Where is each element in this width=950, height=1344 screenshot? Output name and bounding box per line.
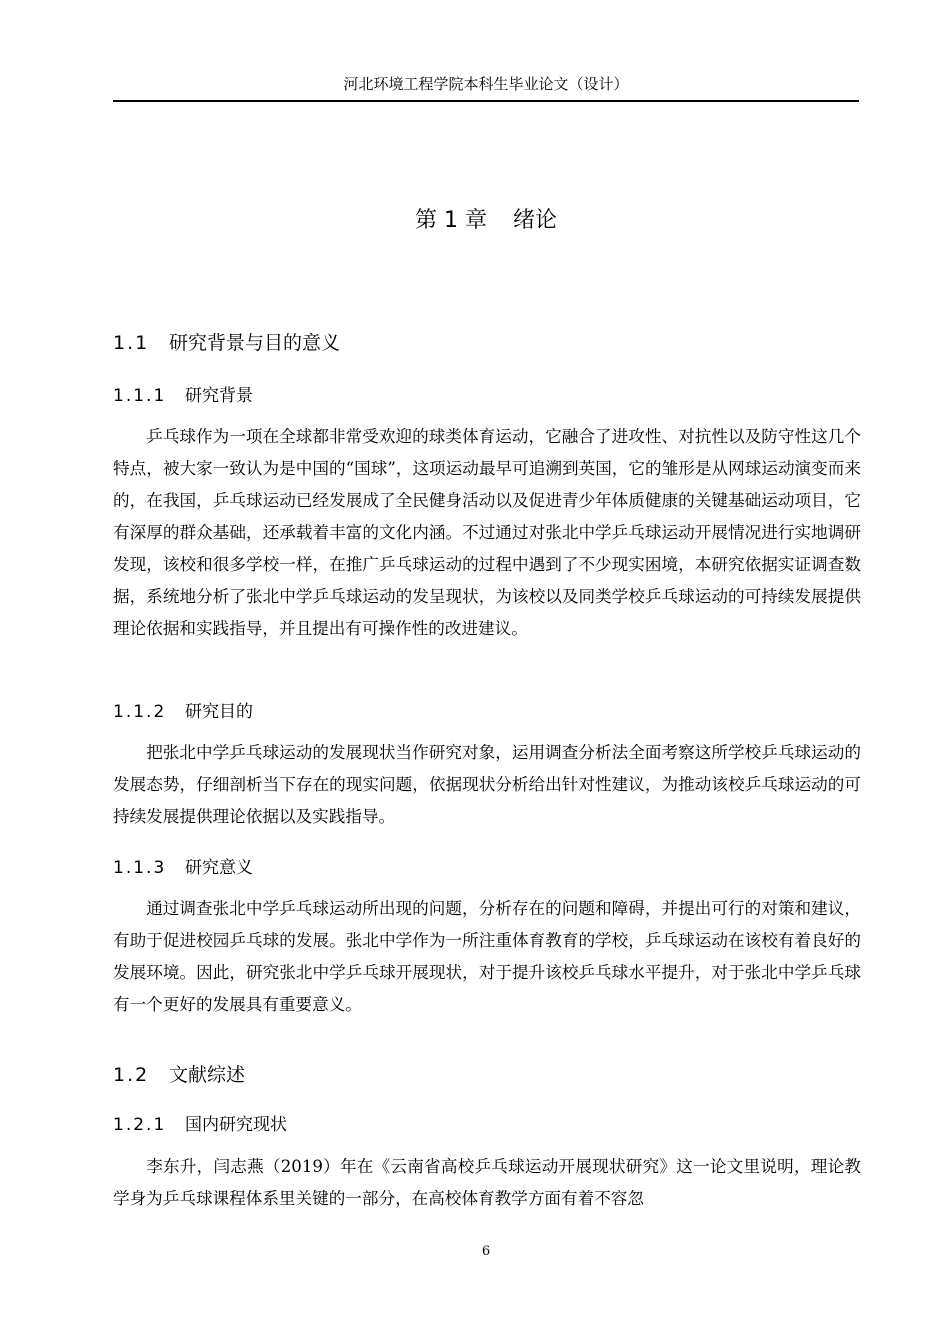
subsection-number: 1.1.1 [113, 386, 167, 406]
section-heading-1-2 [113, 1061, 245, 1089]
subsection-number: 1.1.2 [113, 702, 167, 722]
section-heading-1-1 [113, 329, 340, 357]
subsection-title: 研究意义 [185, 858, 253, 878]
paragraph-domestic-research: 李东升，闫志燕（2019）年在《云南省高校乒乓球运动开展现状研究》这一论文里说明，理论教学身为乒乓球课程体系里关键的一部分，在高校体育教学方面有着不容忽 [113, 1157, 861, 1208]
header-rule [113, 100, 859, 102]
section-title: 文献综述 [169, 1064, 246, 1086]
chapter-name: 绪论 [512, 208, 557, 233]
subsection-title: 国内研究现状 [185, 1115, 287, 1135]
subsection-number: 1.2.1 [113, 1115, 167, 1135]
section-number: 1.1 [113, 332, 150, 354]
subsection-number: 1.1.3 [113, 858, 167, 878]
subsection-heading-1-1-1 [113, 383, 253, 409]
running-header: 河北环境工程学院本科生毕业论文（设计） [343, 75, 629, 93]
chapter-number: 第 1 章 [415, 208, 487, 233]
paragraph-research-purpose: 把张北中学乒乓球运动的发展现状当作研究对象，运用调查分析法全面考察这所学校乒乓球运动的发展态势，仔细剖析当下存在的现实问题，依据现状分析给出针对性建议，为推动该校乒乓球运动的可持续发展提供理论依据以及实践指导。 [113, 743, 861, 826]
subsection-heading-1-2-1 [113, 1112, 287, 1138]
subsection-heading-1-1-3 [113, 855, 253, 881]
page-number: 6 [481, 1244, 491, 1259]
paragraph-research-significance: 通过调查张北中学乒乓球运动所出现的问题，分析存在的问题和障碍，并提出可行的对策和建议，有助于促进校园乒乓球的发展。张北中学作为一所注重体育教育的学校，乒乓球运动在该校有着良好的发展环境。因此，研究张北中学乒乓球开展现状，对于提升该校乒乓球水平提升，对于张北中学乒乓球有一个更好的发展具有重要意义。 [113, 899, 861, 1014]
chapter-title [113, 205, 859, 237]
section-number: 1.2 [113, 1064, 150, 1086]
subsection-title: 研究背景 [185, 386, 253, 406]
paragraph-research-background: 乒乓球作为一项在全球都非常受欢迎的球类体育运动，它融合了进攻性、对抗性以及防守性这几个特点，被大家一致认为是中国的“国球”，这项运动最早可追溯到英国，它的雏形是从网球运动演变而来的，在我国，乒乓球运动已经发展成了全民健身活动以及促进青少年体质健康的关键基础运动项目，它有深厚的群众基础，还承载着丰富的文化内涵。不过通过对张北中学乒乓球运动开展情况进行实地调研发现，该校和很多学校一样，在推广乒乓球运动的过程中遇到了不少现实困境，本研究依据实证调查数据，系统地分析了张北中学乒乓球运动的发呈现状，为该校以及同类学校乒乓球运动的可持续发展提供理论依据和实践指导，并且提出有可操作性的改进建议。 [113, 427, 861, 638]
section-title: 研究背景与目的意义 [169, 332, 341, 354]
subsection-heading-1-1-2 [113, 699, 253, 725]
subsection-title: 研究目的 [185, 702, 253, 722]
